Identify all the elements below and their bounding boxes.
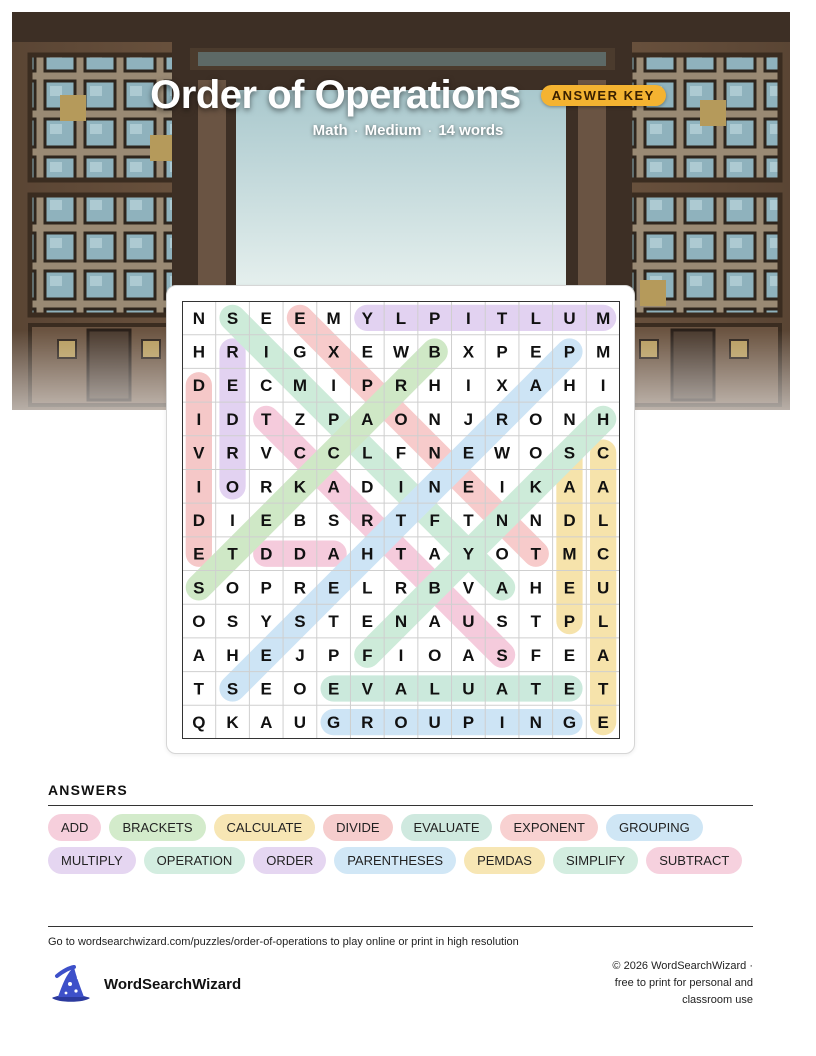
grid-letter: T xyxy=(328,612,339,632)
grid-letter: E xyxy=(597,713,609,733)
grid-letter: E xyxy=(260,511,272,530)
grid-letter: C xyxy=(260,376,273,396)
grid-letter: P xyxy=(563,342,576,362)
answer-chip-divide: DIVIDE xyxy=(323,814,392,841)
brand-name: WordSearchWizard xyxy=(104,975,242,993)
grid-letter: H xyxy=(192,342,205,362)
grid-letter: A xyxy=(495,679,509,699)
answer-chip-parentheses: PARENTHESES xyxy=(334,847,456,874)
grid-letter: U xyxy=(293,713,307,733)
grid-letter: Y xyxy=(361,308,373,328)
grid-letter: A xyxy=(563,477,576,497)
copyright-line: classroom use xyxy=(682,994,753,1006)
grid-letter: N xyxy=(495,511,509,530)
grid-letter: S xyxy=(193,578,205,598)
grid-letter: B xyxy=(428,578,441,598)
grid-letter: P xyxy=(260,578,272,598)
grid-letter: O xyxy=(529,409,543,429)
grid-letter: A xyxy=(495,578,509,598)
grid-letter: B xyxy=(293,511,307,530)
answer-key-badge: ANSWER KEY xyxy=(541,85,666,106)
grid-letter: Q xyxy=(192,713,206,733)
grid-letter: E xyxy=(462,477,475,497)
grid-letter: G xyxy=(293,342,307,362)
grid-letter: T xyxy=(597,679,609,699)
meta-subject: Math xyxy=(312,122,348,139)
grid-letter: M xyxy=(326,308,341,328)
answers-heading: ANSWERS xyxy=(48,782,128,798)
grid-letter: K xyxy=(226,713,239,733)
grid-letter: T xyxy=(261,409,272,429)
grid-letter: I xyxy=(196,477,202,497)
answer-chip-grouping: GROUPING xyxy=(606,814,703,841)
grid-letter: S xyxy=(496,645,508,665)
grid-letter: M xyxy=(596,342,611,362)
grid-letter: L xyxy=(429,679,440,699)
grid-letter: F xyxy=(530,645,541,665)
grid-letter: N xyxy=(529,713,542,733)
grid-letter: E xyxy=(563,679,576,699)
grid-letter: R xyxy=(361,511,374,530)
answer-chip-brackets: BRACKETS xyxy=(109,814,205,841)
grid-letter: E xyxy=(193,544,205,564)
grid-letter: L xyxy=(362,578,373,598)
page-title: Order of Operations xyxy=(150,72,521,117)
grid-letter: M xyxy=(292,376,308,396)
grid-letter: P xyxy=(429,308,441,328)
grid-letter: S xyxy=(226,679,239,699)
grid-letter: I xyxy=(499,713,505,733)
grid-letter: P xyxy=(496,342,508,362)
grid-letter: P xyxy=(327,645,340,665)
grid-letter: C xyxy=(597,443,610,463)
grid-letter: G xyxy=(326,713,341,733)
grid-letter: R xyxy=(226,342,239,362)
grid-letter: E xyxy=(563,645,576,665)
grid-letter: O xyxy=(394,713,408,733)
letter-grid xyxy=(182,301,620,739)
grid-letter: O xyxy=(529,443,543,463)
footer-url-text: Go to wordsearchwizard.com/puzzles/order-of-operations to play online or print in high resolution xyxy=(48,936,519,948)
answer-word-list xyxy=(48,814,758,874)
grid-letter: N xyxy=(394,612,408,632)
grid-letter: A xyxy=(428,612,441,632)
grid-letter: A xyxy=(428,544,441,564)
wizard-hat-icon xyxy=(48,964,92,1004)
grid-letter: K xyxy=(529,477,542,497)
grid-letter: A xyxy=(327,477,340,497)
grid-letter: S xyxy=(496,612,508,632)
grid-letter: S xyxy=(226,308,239,328)
grid-letter: U xyxy=(428,713,441,733)
grid-letter: W xyxy=(494,443,511,463)
grid-letter: R xyxy=(226,443,239,463)
grid-letter: D xyxy=(192,511,205,530)
grid-letter: H xyxy=(226,645,239,665)
grid-letter: D xyxy=(192,376,205,396)
grid-letter: M xyxy=(562,544,577,564)
grid-letter: C xyxy=(293,443,307,463)
grid-letter: Z xyxy=(294,409,306,429)
grid-letter: N xyxy=(529,511,542,530)
grid-letter: E xyxy=(260,308,272,328)
grid-letter: V xyxy=(193,443,205,463)
grid-letter: E xyxy=(327,679,340,699)
puzzle-board xyxy=(166,285,635,754)
grid-letter: E xyxy=(260,645,272,665)
grid-letter: C xyxy=(597,544,610,564)
copyright-line: © 2026 WordSearchWizard · xyxy=(612,960,753,972)
grid-letter: R xyxy=(361,713,374,733)
grid-letter: D xyxy=(361,477,374,497)
grid-letter: J xyxy=(463,409,474,429)
grid-letter: I xyxy=(466,376,471,396)
grid-letter: E xyxy=(226,376,239,396)
copyright-text xyxy=(553,958,753,1009)
grid-letter: E xyxy=(361,612,373,632)
grid-letter: S xyxy=(327,511,340,530)
grid-letter: E xyxy=(563,578,576,598)
grid-letter: V xyxy=(462,578,475,598)
grid-letter: F xyxy=(429,511,440,530)
grid-letter: I xyxy=(398,477,404,497)
meta-difficulty: Medium xyxy=(364,122,422,139)
grid-letter: A xyxy=(394,679,408,699)
grid-letter: I xyxy=(331,376,336,396)
grid-letter: E xyxy=(294,308,306,328)
answer-chip-evaluate: EVALUATE xyxy=(401,814,493,841)
grid-letter: A xyxy=(192,645,205,665)
grid-letter: F xyxy=(395,443,407,463)
meta-word-count: 14 words xyxy=(438,122,504,139)
grid-letter: O xyxy=(428,645,442,665)
grid-letter: G xyxy=(562,713,577,733)
grid-letter: R xyxy=(394,578,408,598)
grid-letter: S xyxy=(563,443,576,463)
answers-divider xyxy=(48,805,753,806)
grid-letter: I xyxy=(600,376,606,396)
grid-letter: O xyxy=(495,544,509,564)
grid-letter: L xyxy=(395,308,407,328)
footer-divider xyxy=(48,926,753,927)
answer-chip-exponent: EXPONENT xyxy=(500,814,598,841)
grid-letter: D xyxy=(226,409,239,429)
grid-letter: A xyxy=(361,409,374,429)
grid-letter: K xyxy=(293,477,307,497)
grid-letter: T xyxy=(395,544,407,564)
copyright-line: free to print for personal and xyxy=(614,977,753,989)
grid-letter: T xyxy=(530,679,541,699)
grid-letter: T xyxy=(193,679,205,699)
grid-letter: B xyxy=(428,342,441,362)
grid-letter: O xyxy=(192,612,206,632)
grid-letter: A xyxy=(462,645,475,665)
grid-letter: O xyxy=(394,409,408,429)
grid-letter: H xyxy=(597,409,610,429)
answer-chip-pemdas: PEMDAS xyxy=(464,847,545,874)
answer-chip-operation: OPERATION xyxy=(144,847,246,874)
grid-letter: Y xyxy=(260,612,272,632)
answer-chip-multiply: MULTIPLY xyxy=(48,847,136,874)
grid-letter: U xyxy=(597,578,610,598)
grid-letter: L xyxy=(597,612,609,632)
grid-letter: R xyxy=(495,409,509,429)
grid-letter: T xyxy=(530,612,541,632)
grid-letter: J xyxy=(295,645,305,665)
answer-chip-simplify: SIMPLIFY xyxy=(553,847,638,874)
grid-letter: L xyxy=(530,308,541,328)
grid-letter: X xyxy=(496,376,508,396)
grid-letter: H xyxy=(428,376,441,396)
grid-letter: H xyxy=(563,376,576,396)
grid-letter: X xyxy=(462,342,475,362)
answer-chip-add: ADD xyxy=(48,814,101,841)
grid-letter: T xyxy=(227,544,238,564)
grid-letter: C xyxy=(327,443,340,463)
answer-chip-calculate: CALCULATE xyxy=(214,814,316,841)
grid-letter: A xyxy=(327,544,340,564)
grid-letter: S xyxy=(294,612,306,632)
grid-letter: N xyxy=(428,443,441,463)
grid-letter: N xyxy=(428,409,441,429)
grid-letter: P xyxy=(361,376,373,396)
grid-letter: R xyxy=(260,477,273,497)
grid-letter: L xyxy=(597,511,609,530)
grid-letter: I xyxy=(398,645,404,665)
grid-letter: T xyxy=(496,308,508,328)
grid-letter: P xyxy=(563,612,576,632)
grid-letter: Y xyxy=(462,544,475,564)
grid-letter: E xyxy=(462,443,475,463)
grid-letter: I xyxy=(499,477,505,497)
puzzle-meta: Math · Medium · 14 words xyxy=(312,122,504,139)
grid-letter: P xyxy=(327,409,340,429)
grid-letter: N xyxy=(428,477,441,497)
grid-letter: F xyxy=(362,645,373,665)
grid-letter: U xyxy=(462,679,475,699)
grid-letter: T xyxy=(395,511,407,530)
grid-letter: L xyxy=(362,443,373,463)
brand xyxy=(48,964,241,1004)
grid-letter: I xyxy=(196,409,202,429)
grid-letter: O xyxy=(225,477,240,497)
answer-chip-order: ORDER xyxy=(253,847,326,874)
grid-letter: H xyxy=(361,544,374,564)
grid-letter: T xyxy=(530,544,541,564)
grid-letter: E xyxy=(530,342,542,362)
grid-letter: I xyxy=(230,511,235,530)
grid-letter: O xyxy=(293,679,307,699)
grid-letter: E xyxy=(361,342,373,362)
grid-letter: T xyxy=(463,511,474,530)
grid-letter: N xyxy=(563,409,576,429)
grid-letter: O xyxy=(225,578,240,598)
grid-letter: S xyxy=(226,612,239,632)
grid-letter: D xyxy=(260,544,273,564)
grid-letter: E xyxy=(260,679,272,699)
grid-letter: D xyxy=(563,511,576,530)
grid-letter: V xyxy=(361,679,373,699)
grid-letter: M xyxy=(596,308,611,328)
grid-letter: X xyxy=(327,342,340,362)
grid-letter: U xyxy=(462,612,475,632)
grid-letter: E xyxy=(327,578,340,598)
grid-letter: R xyxy=(293,578,307,598)
answer-chip-subtract: SUBTRACT xyxy=(646,847,742,874)
grid-letter: U xyxy=(563,308,576,328)
grid-letter: A xyxy=(260,713,273,733)
grid-letter: W xyxy=(392,342,410,362)
title-row xyxy=(0,70,816,120)
grid-letter: A xyxy=(597,645,610,665)
grid-letter: R xyxy=(394,376,408,396)
grid-letter: P xyxy=(462,713,475,733)
grid-letter: N xyxy=(192,308,205,328)
grid-letter: A xyxy=(529,376,542,396)
grid-letter: I xyxy=(466,308,471,328)
grid-letter: H xyxy=(529,578,542,598)
grid-letter: V xyxy=(260,443,272,463)
grid-letter: I xyxy=(263,342,269,362)
grid-letter: A xyxy=(597,477,610,497)
grid-letter: D xyxy=(293,544,307,564)
